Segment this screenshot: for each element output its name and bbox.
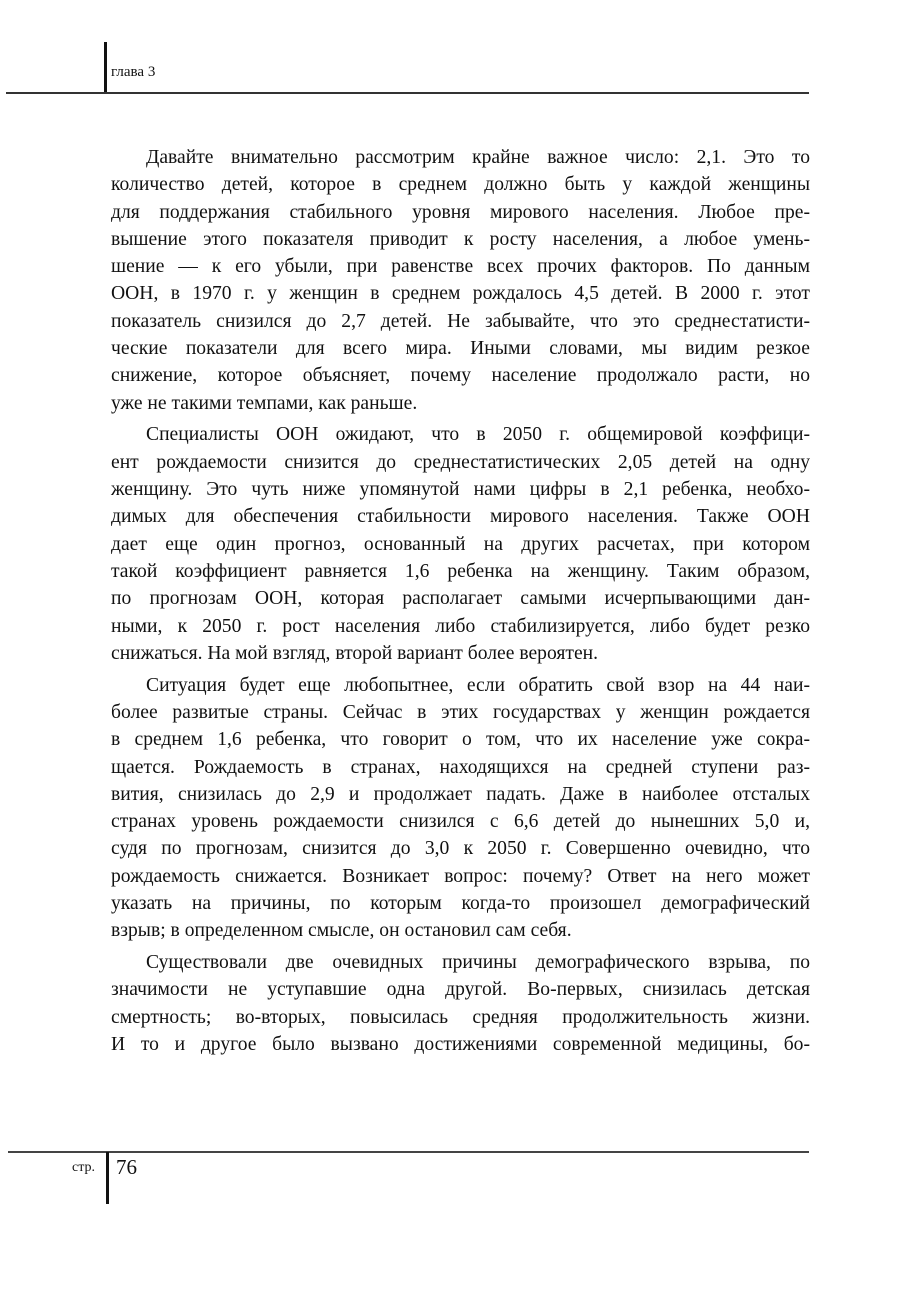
text-line: шение — к его убыли, при равенстве всех прочих факторов. По данным (111, 256, 810, 278)
paragraph (111, 949, 810, 1058)
paragraph (111, 144, 810, 417)
text-line: такой коэффициент равняется 1,6 ребенка на женщину. Таким образом, (111, 560, 810, 582)
text-line: уже не такими темпами, как раньше. (111, 392, 418, 414)
text-line: И то и другое было вызвано достижениями современной медицины, бо- (111, 1034, 810, 1055)
text-line: количество детей, которое в среднем должно быть у каждой женщины (111, 174, 810, 196)
text-line: значимости не уступавшие одна другой. Во-первых, снизилась детская (111, 979, 810, 1001)
page-label: стр. (72, 1160, 96, 1175)
text-line: более развитые страны. Сейчас в этих государствах у женщин рождается (111, 701, 810, 723)
text-line: взрыв; в определенном смысле, он остановил сам себя. (111, 920, 572, 942)
text-line: снижаться. На мой взгляд, второй вариант более вероятен. (111, 642, 599, 664)
text-line: ООН, в 1970 г. у женщин в среднем рождалось 4,5 детей. В 2000 г. этот (111, 283, 810, 305)
text-line: ными, к 2050 г. рост населения либо стабилизируется, либо будет резко (111, 615, 810, 637)
text-line: ческие показатели для всего мира. Иными словами, мы видим резкое (111, 338, 810, 360)
text-line: Существовали две очевидных причины демографического взрыва, по (146, 952, 810, 974)
header-rule-vertical (104, 42, 107, 94)
page-number: 76 (116, 1155, 137, 1179)
text-line: женщину. Это чуть ниже упомянутой нами цифры в 2,1 ребенка, необхо- (111, 479, 810, 501)
footer-rule-vertical (106, 1152, 109, 1204)
text-line: для поддержания стабильного уровня мирового населения. Любое пре- (111, 201, 810, 223)
text-line: Ситуация будет еще любопытнее, если обратить свой взор на 44 наи- (146, 674, 810, 696)
body-text (111, 144, 810, 1063)
text-line: рождаемость снижается. Возникает вопрос: почему? Ответ на него может (111, 865, 810, 887)
header-rule (6, 92, 809, 94)
text-line: дает еще один прогноз, основанный на других расчетах, при котором (111, 533, 810, 555)
text-line: снижение, которое объясняет, почему население продолжало расти, но (111, 365, 810, 387)
text-line: смертность; во-вторых, повысилась средняя продолжительность жизни. (111, 1006, 810, 1028)
text-line: по прогнозам ООН, которая располагает самыми исчерпывающими дан- (111, 588, 810, 610)
running-head-chapter: глава 3 (111, 64, 156, 80)
text-line: Давайте внимательно рассмотрим крайне важное число: 2,1. Это то (146, 147, 810, 168)
text-line: указать на причины, по которым когда-то произошел демографический (111, 893, 810, 915)
text-line: димых для обеспечения стабильности мирового населения. Также ООН (111, 506, 810, 528)
footer-rule (8, 1151, 809, 1153)
text-line: в среднем 1,6 ребенка, что говорит о том, что их население уже сокра- (111, 729, 810, 751)
text-line: вышение этого показателя приводит к росту населения, а любое умень- (111, 228, 810, 250)
paragraph (111, 421, 810, 667)
text-line: странах уровень рождаемости снизился с 6,6 детей до нынешних 5,0 и, (111, 811, 810, 833)
text-line: показатель снизился до 2,7 детей. Не забывайте, что это среднестатисти- (111, 310, 810, 332)
paragraph (111, 672, 810, 945)
text-line: щается. Рождаемость в странах, находящихся на средней ступени раз- (111, 756, 810, 778)
text-line: ент рождаемости снизится до среднестатистических 2,05 детей на одну (111, 451, 810, 473)
text-line: Специалисты ООН ожидают, что в 2050 г. общемировой коэффици- (146, 424, 810, 446)
text-line: вития, снизилась до 2,9 и продолжает падать. Даже в наиболее отсталых (111, 783, 810, 805)
text-line: судя по прогнозам, снизится до 3,0 к 2050 г. Совершенно очевидно, что (111, 838, 810, 860)
